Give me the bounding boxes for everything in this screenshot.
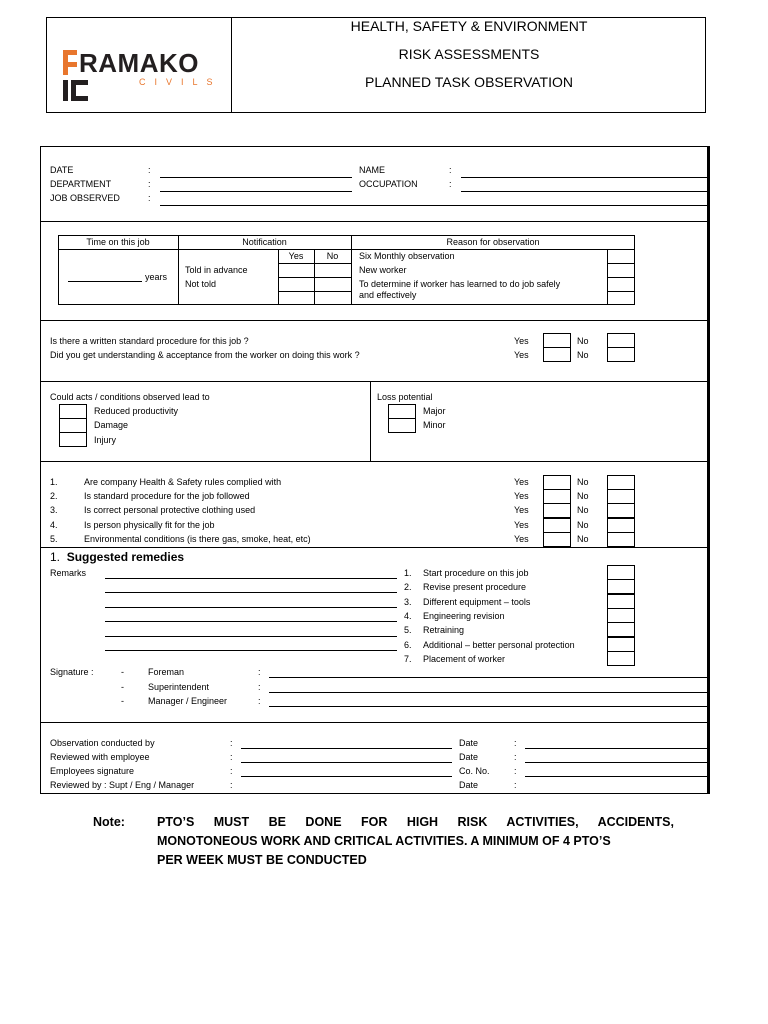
checkbox[interactable]: [607, 608, 635, 623]
checkbox[interactable]: [543, 518, 571, 533]
checkbox[interactable]: [607, 651, 635, 666]
table-line: [607, 277, 635, 278]
reason-learned: To determine if worker has learned to do job safely: [359, 279, 561, 289]
checkbox[interactable]: [607, 622, 635, 637]
no-label: No: [577, 350, 589, 360]
checkbox[interactable]: [59, 404, 87, 419]
yes-label: Yes: [514, 505, 529, 516]
checkbox[interactable]: [543, 347, 571, 362]
no-label: No: [577, 505, 589, 516]
dash: -: [121, 667, 124, 677]
remedy-text: Retraining: [423, 625, 465, 636]
divider: [41, 547, 709, 548]
remedies-num: 1.: [50, 550, 61, 564]
no-label: No: [577, 477, 589, 487]
department-label: DEPARTMENT: [50, 179, 112, 189]
remedy-text: Placement of worker: [423, 653, 506, 664]
footer-label: Employees signature: [50, 766, 135, 776]
remedy-text: Revise present procedure: [423, 582, 527, 593]
dash: -: [121, 681, 124, 692]
title-hse: HEALTH, SAFETY & ENVIRONMENT: [350, 18, 588, 34]
footer-label: Observation conducted by: [50, 738, 155, 748]
remedy-text: Engineering revision: [423, 610, 505, 621]
table-line: [278, 291, 351, 292]
remedies-title: Suggested remedies: [66, 550, 185, 564]
note-line-2: MONOTONEOUS WORK AND CRITICAL ACTIVITIES. A MINIMUM OF 4 PTO’S: [157, 834, 611, 848]
footer-field[interactable]: [525, 748, 707, 749]
colon: :: [230, 738, 233, 748]
signature-field[interactable]: [269, 677, 707, 678]
section-split: [370, 381, 371, 461]
colon: :: [148, 179, 151, 189]
remarks-line[interactable]: [105, 578, 397, 579]
remedy-num: 5.: [404, 625, 412, 636]
loss-potential-heading: Loss potential: [377, 392, 433, 402]
table-line: [607, 291, 635, 292]
checkbox[interactable]: [607, 475, 635, 490]
dash: -: [121, 696, 124, 706]
name-field[interactable]: [461, 177, 707, 178]
remarks-line[interactable]: [105, 592, 397, 593]
checkbox[interactable]: [607, 503, 635, 518]
checkbox[interactable]: [543, 489, 571, 504]
job-observed-label: JOB OBSERVED: [50, 193, 120, 203]
footer-right-label: Date: [459, 752, 479, 762]
colon: :: [514, 752, 517, 762]
header-box: [46, 17, 706, 113]
signature-role: Superintendent: [148, 681, 210, 692]
check-num: 5.: [50, 533, 58, 544]
no-header: No: [326, 251, 339, 261]
colon: :: [514, 766, 517, 776]
no-label: No: [577, 533, 589, 544]
remedy-num: 2.: [404, 582, 412, 593]
footer-field[interactable]: [241, 776, 452, 777]
remedy-num: 7.: [404, 653, 412, 664]
conditions-heading: Could acts / conditions observed lead to: [50, 392, 210, 402]
checkbox[interactable]: [607, 579, 635, 594]
logo: [47, 18, 232, 112]
not-told-label: Not told: [185, 279, 217, 289]
checkbox[interactable]: [543, 475, 571, 490]
check-num: 2.: [50, 491, 58, 502]
yes-label: Yes: [514, 533, 529, 544]
footer-field[interactable]: [241, 762, 452, 763]
footer-right-label: Date: [459, 738, 479, 748]
remedy-num: 4.: [404, 610, 412, 621]
written-procedure-question: Is there a written standard procedure for this job ?: [50, 336, 249, 346]
remarks-line[interactable]: [105, 621, 397, 622]
colon: :: [230, 780, 233, 790]
footer-right-label: Co. No.: [459, 766, 490, 776]
colon: :: [449, 179, 452, 189]
check-num: 3.: [50, 505, 58, 516]
remarks-line[interactable]: [105, 636, 397, 637]
checkbox[interactable]: [543, 503, 571, 518]
condition-item: Injury: [94, 435, 117, 445]
colon: :: [230, 752, 233, 762]
checkbox[interactable]: [607, 594, 635, 609]
colon: :: [230, 766, 233, 776]
checkbox[interactable]: [543, 532, 571, 547]
brand-sub: CIVILS: [139, 77, 222, 87]
checkbox[interactable]: [607, 637, 635, 652]
condition-item: Reduced productivity: [94, 406, 179, 416]
yes-label: Yes: [514, 477, 529, 487]
footer-label: Reviewed by : Supt / Eng / Manager: [50, 780, 195, 790]
notification-header: Notification: [242, 237, 287, 247]
remarks-label: Remarks: [50, 568, 87, 578]
checkbox[interactable]: [59, 432, 87, 447]
checkbox[interactable]: [543, 333, 571, 348]
signature-field[interactable]: [269, 706, 707, 707]
table-line: [278, 277, 351, 278]
remedy-text: Start procedure on this job: [423, 568, 529, 578]
acceptance-question: Did you get understanding & acceptance from the worker on doing this work ?: [50, 350, 360, 360]
reason-learned-cont: and effectively: [359, 290, 417, 300]
reason-new-worker: New worker: [359, 265, 407, 275]
colon: :: [514, 780, 517, 790]
name-label: NAME: [359, 165, 386, 175]
divider: [41, 461, 709, 462]
remedy-text: Different equipment – tools: [423, 596, 531, 607]
divider: [41, 320, 709, 321]
years-field[interactable]: [68, 281, 142, 282]
check-text: Is person physically fit for the job: [84, 519, 215, 530]
note-line-1: PTO’S MUST BE DONE FOR HIGH RISK ACTIVITIES, ACCIDENTS,: [157, 815, 674, 829]
reason-six-monthly: Six Monthly observation: [359, 251, 455, 261]
divider: [41, 221, 709, 222]
condition-item: Damage: [94, 420, 129, 430]
checkbox[interactable]: [388, 418, 416, 433]
footer-field[interactable]: [525, 762, 707, 763]
footer-right-label: Date: [459, 780, 479, 790]
checkbox[interactable]: [607, 565, 635, 580]
no-label: No: [577, 519, 589, 530]
table-line: [278, 263, 351, 264]
colon: :: [514, 738, 517, 748]
note-line-3: PER WEEK MUST BE CONDUCTED: [157, 853, 367, 867]
years-label: years: [145, 272, 168, 282]
colon: :: [258, 681, 261, 692]
reason-header: Reason for observation: [446, 237, 540, 247]
signature-role: Manager / Engineer: [148, 696, 228, 706]
occupation-label: OCCUPATION: [359, 179, 418, 189]
checkbox[interactable]: [607, 532, 635, 547]
told-in-advance-label: Told in advance: [185, 265, 248, 275]
date-label: DATE: [50, 165, 74, 175]
colon: :: [258, 667, 261, 677]
observation-form: [40, 146, 710, 794]
loss-item: Major: [423, 406, 446, 416]
checkbox[interactable]: [607, 347, 635, 362]
yes-label: Yes: [514, 519, 529, 530]
signature-label: Signature :: [50, 667, 94, 677]
yes-label: Yes: [514, 336, 529, 346]
yes-header: Yes: [288, 251, 304, 261]
yes-label: Yes: [514, 350, 529, 360]
table-line: [607, 263, 635, 264]
remedy-num: 3.: [404, 596, 412, 607]
job-observed-field[interactable]: [160, 205, 707, 206]
signature-role: Foreman: [148, 667, 185, 677]
remedy-num: 6.: [404, 639, 412, 650]
check-num: 4.: [50, 519, 58, 530]
checkbox[interactable]: [607, 489, 635, 504]
table-header-line: [58, 249, 635, 250]
title-risk: RISK ASSESSMENTS: [398, 46, 540, 62]
check-num: 1.: [50, 477, 58, 487]
occupation-field[interactable]: [461, 191, 707, 192]
check-text: Environmental conditions (is there gas, smoke, heat, etc): [84, 533, 311, 544]
signature-field[interactable]: [269, 692, 707, 693]
colon: :: [258, 696, 261, 706]
colon: :: [449, 165, 452, 175]
remarks-line[interactable]: [105, 607, 397, 608]
footer-field[interactable]: [525, 776, 707, 777]
no-label: No: [577, 336, 589, 346]
check-text: Is correct personal protective clothing used: [84, 505, 256, 516]
date-field[interactable]: [160, 177, 352, 178]
footer-field[interactable]: [241, 748, 452, 749]
checkbox[interactable]: [607, 333, 635, 348]
check-text: Are company Health & Safety rules complied with: [84, 477, 282, 487]
remedy-num: 1.: [404, 568, 412, 578]
divider: [41, 722, 709, 723]
remedy-text: Additional – better personal protection: [423, 639, 575, 650]
loss-item: Minor: [423, 420, 446, 430]
checkbox[interactable]: [388, 404, 416, 419]
checkbox[interactable]: [59, 418, 87, 433]
remarks-line[interactable]: [105, 650, 397, 651]
check-text: Is standard procedure for the job followed: [84, 491, 250, 502]
department-field[interactable]: [160, 191, 352, 192]
brand-name: RAMAKO: [79, 48, 199, 78]
checkbox[interactable]: [607, 518, 635, 533]
colon: :: [148, 193, 151, 203]
no-label: No: [577, 491, 589, 502]
divider: [41, 381, 709, 382]
footer-label: Reviewed with employee: [50, 752, 150, 762]
title-pto: PLANNED TASK OBSERVATION: [365, 74, 573, 90]
time-header: Time on this job: [86, 237, 150, 247]
yes-label: Yes: [514, 491, 529, 502]
colon: :: [148, 165, 151, 175]
remedies-heading: [50, 550, 184, 564]
note-label: Note:: [93, 815, 125, 829]
